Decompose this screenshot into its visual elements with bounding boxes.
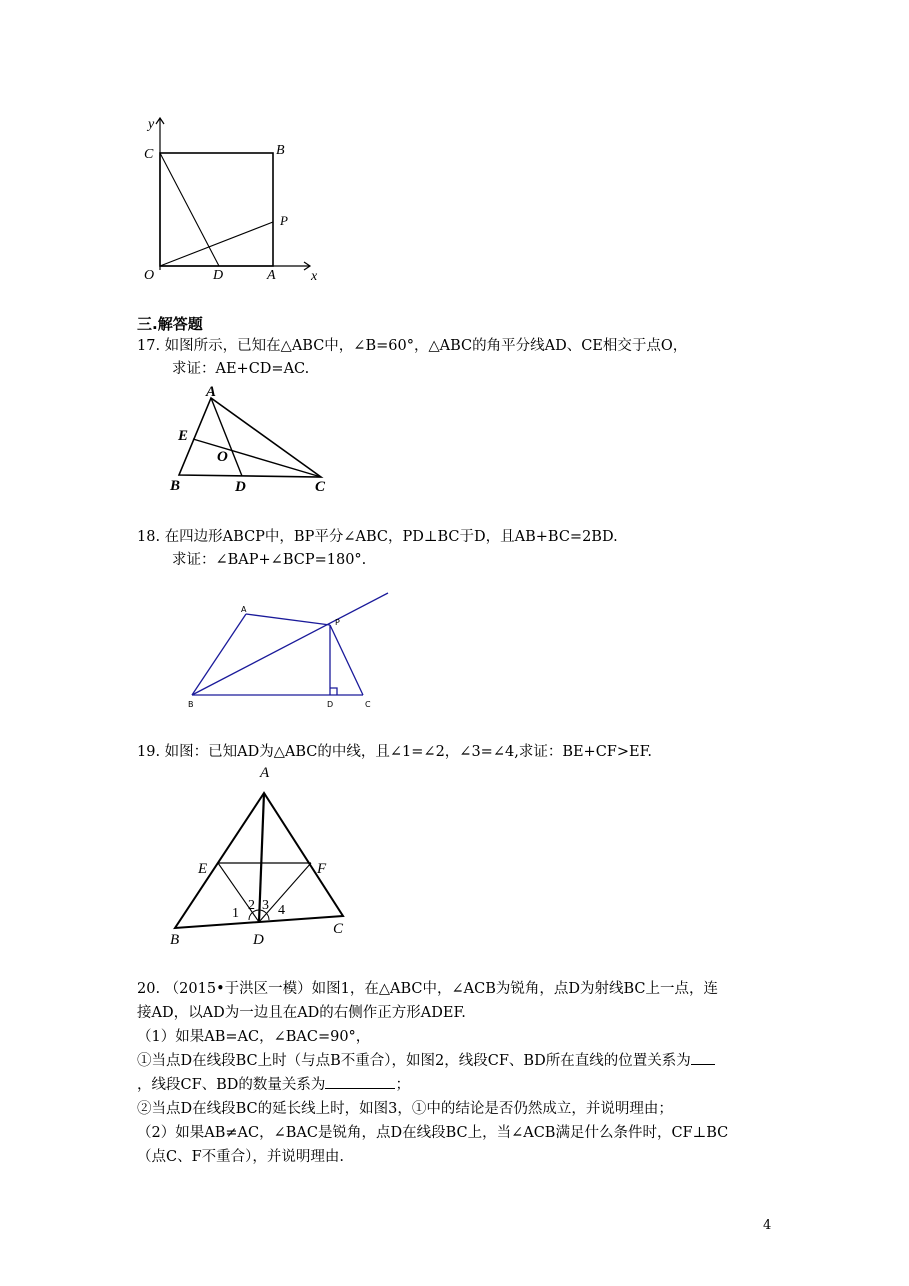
svg-text:3: 3 bbox=[262, 898, 269, 913]
svg-text:D: D bbox=[327, 700, 334, 709]
q20-line5-end: ； bbox=[395, 1077, 410, 1093]
svg-text:F: F bbox=[317, 861, 327, 877]
svg-text:1: 1 bbox=[232, 906, 239, 921]
svg-text:B: B bbox=[170, 932, 180, 948]
svg-text:x: x bbox=[311, 269, 318, 284]
q20-line4-text: ①当点D在线段BC上时（与点B不重合），如图2，线段CF、BD所在直线的位置关系为 bbox=[137, 1053, 691, 1069]
q18-quadrilateral-figure bbox=[180, 585, 395, 715]
svg-text:P: P bbox=[335, 618, 340, 627]
svg-text:P: P bbox=[280, 213, 288, 228]
q20-line1: 20. （2015•于洪区一模）如图1，在△ABC中，∠ACB为锐角，点D为射线BC上一点，连 bbox=[137, 981, 719, 997]
svg-text:B: B bbox=[188, 700, 194, 709]
q18-line1: 18. 在四边形ABCP中，BP平分∠ABC，PD⊥BC于D，且AB+BC=2BD. bbox=[137, 529, 618, 545]
q20-line7: （2）如果AB≠AC，∠BAC是锐角，点D在线段BC上，当∠ACB满足什么条件时，CF⊥BC bbox=[137, 1125, 729, 1141]
svg-text:2: 2 bbox=[248, 898, 255, 913]
svg-text:E: E bbox=[178, 428, 189, 444]
q19-triangle-figure bbox=[165, 760, 360, 950]
svg-text:D: D bbox=[235, 479, 246, 495]
svg-text:A: A bbox=[206, 384, 217, 400]
svg-text:A: A bbox=[260, 765, 270, 781]
svg-text:C: C bbox=[144, 147, 154, 162]
q20-line3: （1）如果AB=AC，∠BAC=90°， bbox=[137, 1029, 371, 1045]
q20-line5-text: ，线段CF、BD的数量关系为 bbox=[137, 1077, 326, 1093]
q20-line2: 接AD，以AD为一边且在AD的右侧作正方形ADEF. bbox=[137, 1005, 466, 1021]
svg-text:O: O bbox=[217, 449, 228, 465]
svg-text:B: B bbox=[170, 478, 181, 494]
svg-text:D: D bbox=[213, 268, 224, 283]
svg-text:C: C bbox=[365, 700, 371, 709]
answer-blank-1 bbox=[691, 1064, 715, 1065]
svg-text:C: C bbox=[315, 479, 326, 495]
svg-text:D: D bbox=[253, 932, 264, 948]
svg-text:C: C bbox=[333, 921, 344, 937]
q20-line4 bbox=[137, 1051, 715, 1071]
section-title: 三.解答题 bbox=[137, 315, 203, 333]
svg-text:A: A bbox=[267, 268, 276, 283]
q20-line5 bbox=[137, 1075, 410, 1095]
q20-line6: ②当点D在线段BC的延长线上时，如图3，①中的结论是否仍然成立，并说明理由； bbox=[137, 1101, 673, 1117]
coordinate-figure bbox=[130, 110, 330, 290]
q17-line2: 求证：AE+CD=AC. bbox=[172, 361, 310, 377]
svg-text:4: 4 bbox=[278, 903, 285, 918]
q18-line2: 求证：∠BAP+∠BCP=180°. bbox=[172, 552, 367, 568]
svg-text:O: O bbox=[144, 268, 155, 283]
q19-line1: 19. 如图：已知AD为△ABC的中线，且∠1=∠2，∠3=∠4,求证：BE+CF>EF. bbox=[137, 744, 653, 760]
svg-text:A: A bbox=[241, 605, 247, 614]
svg-text:B: B bbox=[276, 143, 285, 158]
q17-line1: 17. 如图所示，已知在△ABC中，∠B=60°，△ABC的角平分线AD、CE相交于点O， bbox=[137, 338, 688, 354]
svg-text:y: y bbox=[148, 117, 155, 132]
svg-text:E: E bbox=[198, 861, 208, 877]
answer-blank-2 bbox=[325, 1088, 395, 1089]
page-number: 4 bbox=[763, 1218, 772, 1233]
q20-line8: （点C、F不重合），并说明理由. bbox=[137, 1149, 345, 1165]
q17-triangle-figure bbox=[165, 383, 340, 498]
